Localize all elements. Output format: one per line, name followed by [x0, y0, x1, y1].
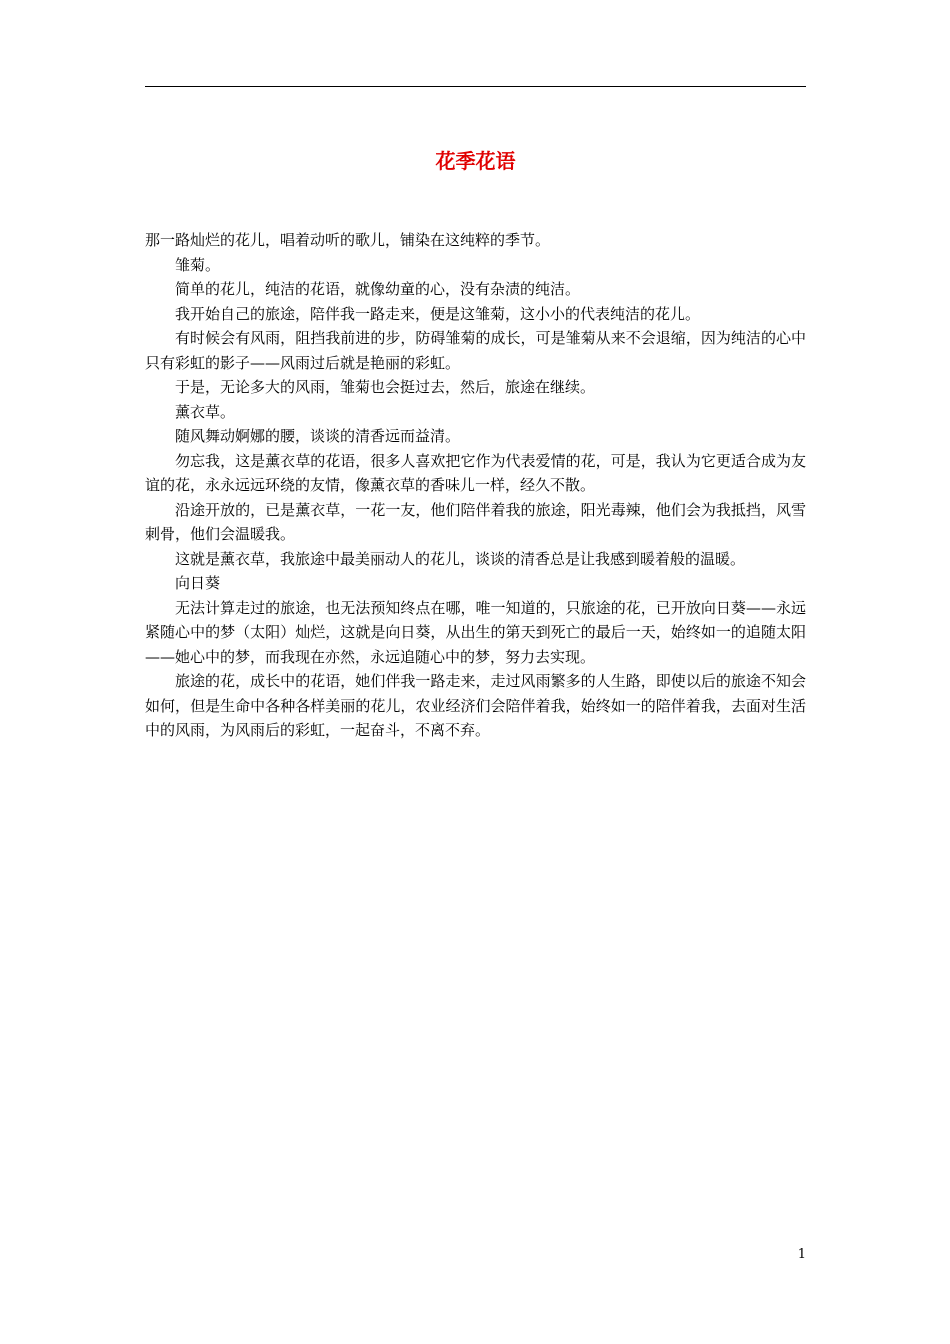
paragraph: 这就是薰衣草，我旅途中最美丽动人的花儿，谈谈的清香总是让我感到暖着般的温暖。	[175, 549, 746, 568]
paragraph: 向日葵	[175, 574, 221, 592]
paragraph: 雏菊。	[175, 255, 221, 274]
paragraph: 我开始自己的旅途，陪伴我一路走来，便是这雏菊，这小小的代表纯洁的花儿。	[175, 304, 701, 323]
paragraph: 随风舞动婀娜的腰，谈谈的清香远而益清。	[175, 427, 461, 445]
paragraph: 无法计算走过的旅途，也无法预知终点在哪，唯一知道的，只旅途的花，已开放向日葵——永远紧随心中的梦（太阳）灿烂，这就是向日葵，从出生的第天到死亡的最后一天，始终如一的追随太阳——她心中的梦，而我现在亦然，永远追随心中的梦，努力去实现。	[145, 598, 806, 666]
document-title: 花季花语	[435, 149, 516, 173]
document-body	[145, 228, 806, 743]
paragraph: 于是，无论多大的风雨，雏菊也会挺过去，然后，旅途在继续。	[175, 378, 596, 396]
paragraph: 薰衣草。	[175, 402, 236, 421]
header-rule	[145, 86, 806, 87]
paragraph: 简单的花儿，纯洁的花语，就像幼童的心，没有杂渍的纯洁。	[175, 280, 581, 298]
page-number: 1	[797, 1247, 806, 1262]
paragraph: 旅途的花，成长中的花语，她们伴我一路走来，走过风雨繁多的人生路，即使以后的旅途不知会如何，但是生命中各种各样美丽的花儿，农业经济们会陪伴着我，始终如一的陪伴着我，去面对生活中的风雨，为风雨后的彩虹，一起奋斗，不离不弃。	[145, 672, 806, 739]
paragraph: 那一路灿烂的花儿，唱着动听的歌儿，铺染在这纯粹的季节。	[145, 231, 551, 249]
paragraph: 勿忘我，这是薰衣草的花语，很多人喜欢把它作为代表爱情的花，可是，我认为它更适合成为友谊的花，永永远远环绕的友情，像薰衣草的香味儿一样，经久不散。	[145, 451, 806, 494]
paragraph: 沿途开放的，已是薰衣草，一花一友，他们陪伴着我的旅途，阳光毒辣，他们会为我抵挡，风雪刺骨，他们会温暖我。	[145, 500, 806, 543]
paragraph: 有时候会有风雨，阻挡我前进的步，防碍雏菊的成长，可是雏菊从来不会退缩，因为纯洁的心中只有彩虹的影子——风雨过后就是艳丽的彩虹。	[145, 329, 806, 372]
